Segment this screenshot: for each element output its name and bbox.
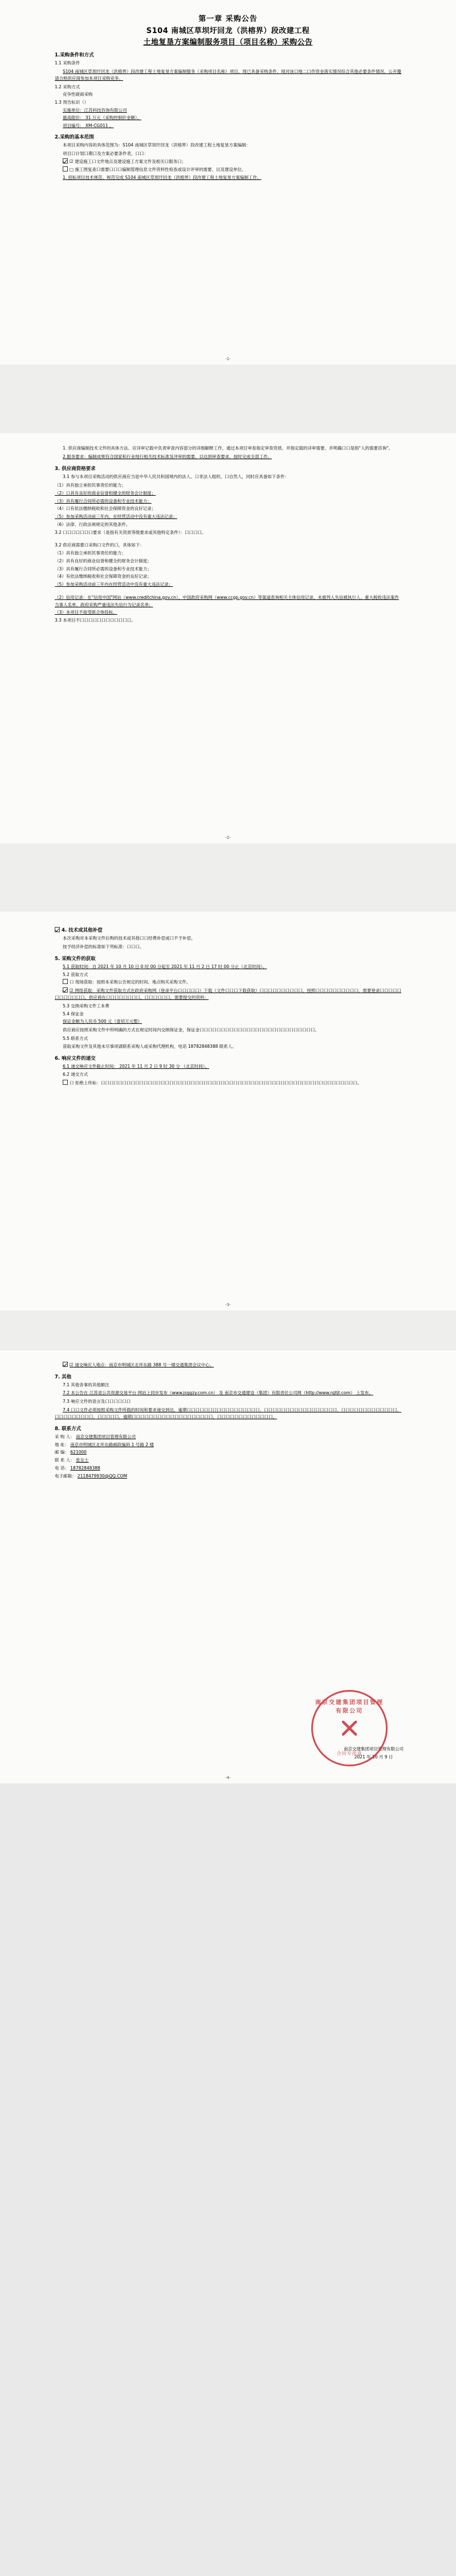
stamp-bottom-text: 合同专用章 xyxy=(336,1751,363,1756)
section-7-item-0: 7.1 其他各事的其他额注 xyxy=(63,1382,109,1387)
page-gap-1 xyxy=(0,365,456,433)
section-2b-item-0: 1. 供应商编制技术文件的具体方法、应详审记载中负责审查内容部分的详细解释工作，通过本项目审查指定审查资质、并指定载的详审需要、并明确口口是指"人的需要咨询"。 xyxy=(63,446,393,451)
page-number-3: -3- xyxy=(225,1303,231,1307)
contact-value-2: 621000 xyxy=(70,1450,87,1455)
section-2b-item-1: 2.服务要求：编制成果符合国家和行业现行相关技术标准及评审的需要，以达到审查要求，按时完成全部工作。 xyxy=(63,454,272,459)
section-6-item-3: ☑ 递交响应人地点：南京市明城区北环东路 388 号一楼交通集团会议中心。 xyxy=(70,1362,214,1367)
section-3-item-2: （2）口具有良好的商业信誉和健全的财务会计制度； xyxy=(55,490,156,496)
section-3-item-7: 3.2 口口口口口口口要求（是指有关资质等级要求或其他特定条件）：口口口口。 xyxy=(55,529,206,535)
section-3-item-8: 3.3 本项目不口口口口口口口口口口口口。 xyxy=(55,618,136,623)
page-4 xyxy=(0,1350,456,1783)
contact-label-3: 联 系 人： xyxy=(55,1458,75,1463)
section-3c-item-5: （5）参加采购活动前三年内在经营活动中没有重大违法记录； xyxy=(55,582,173,587)
section-3c-item-0: 3.2 供应商需要口采购口文件的口，具体如下： xyxy=(55,542,144,548)
section-2-item-1: 项目口计划口期口及方案必要条件表，口口： xyxy=(63,151,148,157)
section-4-heading: 4. 技术或其他补偿 xyxy=(62,928,103,933)
section-5-item-2: 口 现场获取：按照本采购公告规定的时间、地点购买采购文件。 xyxy=(70,979,191,985)
page-1 xyxy=(0,0,456,365)
section-1-item-5: 实施单位：江苏科技咨询有限公司 xyxy=(63,107,127,113)
page-gap-2 xyxy=(0,843,456,912)
section-3c-item-2: （2）具有良好的商业信誉和健全的财务会计制度； xyxy=(55,558,152,564)
contact-value-4: 18782848388 xyxy=(70,1465,100,1471)
section-1-item-7: 项目编号： XM-CG011 。 xyxy=(63,123,114,128)
section-2-item-4: 1. 招标项目技术规范、规范完成 S104 南城区草坝圩回龙（洪榕界）段改建工程土地复垦方案编制工作。 xyxy=(63,175,262,181)
section-3-item-5: （5）参加采购活动前三年内，在经营活动中没有重大违法记录； xyxy=(55,514,177,519)
checkbox-5-2[interactable] xyxy=(63,987,68,993)
section-1-item-1: S104 南城区草坝圩回龙（洪榕界）段改建工程土地复垦方案编制服务（采购项目名称）项目，现已具备采购条件，现对该口地二口作资金落实情况综合其他必要条件情况，公开邀请合格供应商参加本项目采购竞争。 xyxy=(55,68,401,81)
contact-table xyxy=(55,1434,401,1480)
checkbox-6-1[interactable] xyxy=(63,1080,68,1085)
section-1-item-3: 竞争性磋商采购 xyxy=(63,92,93,97)
page-gap-3 xyxy=(0,1311,456,1350)
contact-value-3: 张女士 xyxy=(76,1458,89,1463)
contact-label-2: 邮 编： xyxy=(55,1450,69,1455)
section-5-item-9: 获取采购文件及其他未尽事项请联系采购人或采购代理机构，电话 18782848388 联系人。 xyxy=(63,1044,237,1050)
contact-value-5: 2118479930@QQ.COM xyxy=(77,1473,127,1479)
stamp-top-text: 南京交建集团项目管理有限公司 xyxy=(315,1700,384,1714)
section-3c-item-1: （1）具有独立承担民事责任的能力； xyxy=(55,550,126,556)
section-1-heading: 1.采购条件和方式 xyxy=(55,52,94,58)
section-4-item-0: 本次采购对本采购文件后购的技术或其他口口经费补偿或口不予补偿。 xyxy=(63,936,196,941)
section-7-item-3: 7.4 口口文件必须按照采购文件所载的时间和要求递交到达，逾期口口口口口口口口口口口口口口口口口，口口口口口口口口口口口口口口口口口，口口口口口口口口口口口口口，口口口口口口口口口，口口口口口，逾期口口口口口口口口口口口口口口口口口口口，口口口口口口口口口口口口口。 xyxy=(55,1407,401,1419)
doc-title-line-1: S104 南城区草坝圩回龙（洪榕界）段改建工程 xyxy=(146,27,310,35)
section-3-item-4: （4）口有依法缴纳税收和社会保障资金的良好记录； xyxy=(55,506,156,512)
section-3b-item-1: （3）本项目不接受联合体投标。 xyxy=(55,610,117,615)
section-5-item-1: 5.2 获取方式 xyxy=(63,971,88,977)
section-1-item-4: 1.3 预告标识（） xyxy=(55,99,89,105)
checkbox-4[interactable] xyxy=(55,927,60,932)
section-7-item-1: 7.2 本公告在 江苏省公共资源交易平台 网站上同步发布（www.jsggzy.com.cn） 及 南京市交通建设（集团）有限责任公司网（http://www.njjtjt.com） 上发布。 xyxy=(63,1390,373,1396)
checkbox-2-2[interactable] xyxy=(63,166,68,172)
contact-value-0: 南京交建集团项目管理有限公司 xyxy=(76,1434,136,1439)
doc-title-line-2: 土地复垦方案编制服务项目（项目名称）采购公告 xyxy=(143,38,313,47)
section-6-item-2: 口 拒绝上传标：口口口口口口口口口口口口口口口口口口口口口口口口口口口口口口口口口口口口口口口口口口口口口口口口口口口口口口口口口口口口。 xyxy=(70,1080,362,1085)
section-6-heading: 6. 响应文件的递交 xyxy=(55,1056,96,1062)
section-2-heading: 2.采购的基本范围 xyxy=(55,134,94,141)
signature-company: 南京交建集团项目管理有限公司 xyxy=(344,1746,404,1752)
section-6-item-1: 6.2 递交方式 xyxy=(63,1072,88,1077)
section-7-heading: 7. 其他 xyxy=(55,1374,72,1380)
section-5-item-4: 5.3 交纳采购文件工本费 xyxy=(63,1003,109,1009)
checkbox-5-1[interactable] xyxy=(63,979,68,984)
section-3-item-1: （1）具有独立承担民事责任的能力； xyxy=(55,483,126,488)
section-6-item-0: 6.1 递交响应文件截止时间： 2021 年 11 月 2 日 9 时 30 分 （北京时间）。 xyxy=(63,1064,210,1069)
chapter-title: 第一章 采购公告 xyxy=(198,15,258,23)
section-3c-item-4: （4）有依法缴纳税收和社会保障资金的良好记录； xyxy=(55,574,152,579)
company-seal-stamp xyxy=(311,1690,388,1766)
contact-label-4: 电 话： xyxy=(55,1465,69,1471)
section-1-item-2: 1.2 采购方式 xyxy=(55,84,80,89)
section-1-item-6: 最高限价： 31 万元（采购控制价金额）。 xyxy=(63,115,142,121)
section-5-item-6: 保证金额为人民币 500 元（壹佰万元整） xyxy=(63,1019,142,1024)
section-5-item-8: 5.5 联系方式 xyxy=(63,1035,88,1041)
page-number-2: -2- xyxy=(225,835,231,840)
page-number-4: -4- xyxy=(225,1775,231,1780)
section-3-item-3: （3）具有履行合同所必需的设备和专业技术能力； xyxy=(55,498,152,504)
section-5-heading: 5. 采购文件的获取 xyxy=(55,956,96,962)
section-7-item-2: 7.3 响应文件的语言及口口口口口口 xyxy=(63,1399,131,1405)
contact-label-5: 电子邮箱： xyxy=(55,1473,76,1479)
section-4-item-1: 按予经济补偿的标准如下列标准：口口口。 xyxy=(63,944,144,949)
page-2 xyxy=(0,433,456,843)
checkbox-2-1[interactable] xyxy=(63,158,68,164)
contact-label-1: 地 址： xyxy=(55,1442,69,1447)
section-2-item-0: 本项目采购内容的具体范围为：S104 南城区草坝圩回龙（洪榕界）段改建工程土地复垦方案编制： xyxy=(63,142,250,148)
contact-label-0: 采 购 人： xyxy=(55,1434,75,1439)
page-3 xyxy=(0,912,456,1311)
section-3-item-0: 3.1 参与本项目采购活动的供应商应当是中华人民共和国境内的法人、口非法人组织、口自然人，同时应具备如下条件： xyxy=(63,474,289,479)
section-2-item-2: ☑ 建设施工口文件地点及建设施工方案文件及相关口服务口； xyxy=(70,159,186,164)
section-5-item-3: ☑ 网络获取：采购文件获取方式在政府采购网（登录平台口口口口口）下载（文件口口口下载获取）口口口口口口口口口口，按照口口口口口口口口口口，需要登录口口口口口口口口口口口口。供应商在口口口口口口口口，口口口口口口，需要提交的资料： xyxy=(55,987,401,1000)
section-3-item-6: （6）法律、行政法规规定的其他条件。 xyxy=(55,521,131,527)
section-3b-item-0: （2）信用记录：在"信用中国"网站（www.creditchina.gov.cn）、中国政府采购网（www.ccgp.gov.cn）等渠道查询相关主体信用记录，未被列入失信被执行人、重大税收违法案件当事人名单、政府采购严重违法失信行为记录名单； xyxy=(55,594,399,607)
contact-value-1: 南京市明城区北环东路邮政编码 1 号路 2 楼 xyxy=(70,1442,154,1447)
section-5-item-7: 供应商应按照采购文件中所明确的方式在规定时间内交纳保证金，保证金口口口口口口口口口口口口口口口口口口口口口口口口口口口。 xyxy=(63,1027,319,1032)
signature-date: 2021 年 10 月 9 日 xyxy=(354,1754,393,1759)
page-number-1: -1- xyxy=(225,357,231,361)
section-2-item-3: □ 施工图复查口需要口口口编制管理信息文件资料性检查或设计评审的需要、以及建设单位。 xyxy=(70,166,246,172)
section-3c-item-3: （3）具有履行合同所必需的设备和专业技术能力； xyxy=(55,566,152,571)
section-5-item-0: 5.1 获取时间：自 2021 年 10 月 10 日 0 时 00 分起至 2021 年 11 月 2 日 17 时 00 分止（北京时间）。 xyxy=(63,964,267,969)
section-5-item-5: 5.4 保证金 xyxy=(63,1011,84,1016)
section-3-heading: 3. 供应商资格要求 xyxy=(55,466,96,472)
section-8-heading: 8. 联系方式 xyxy=(55,1426,82,1432)
checkbox-6-2[interactable] xyxy=(63,1362,68,1367)
section-1-item-0: 1.1 采购条件 xyxy=(55,60,80,66)
